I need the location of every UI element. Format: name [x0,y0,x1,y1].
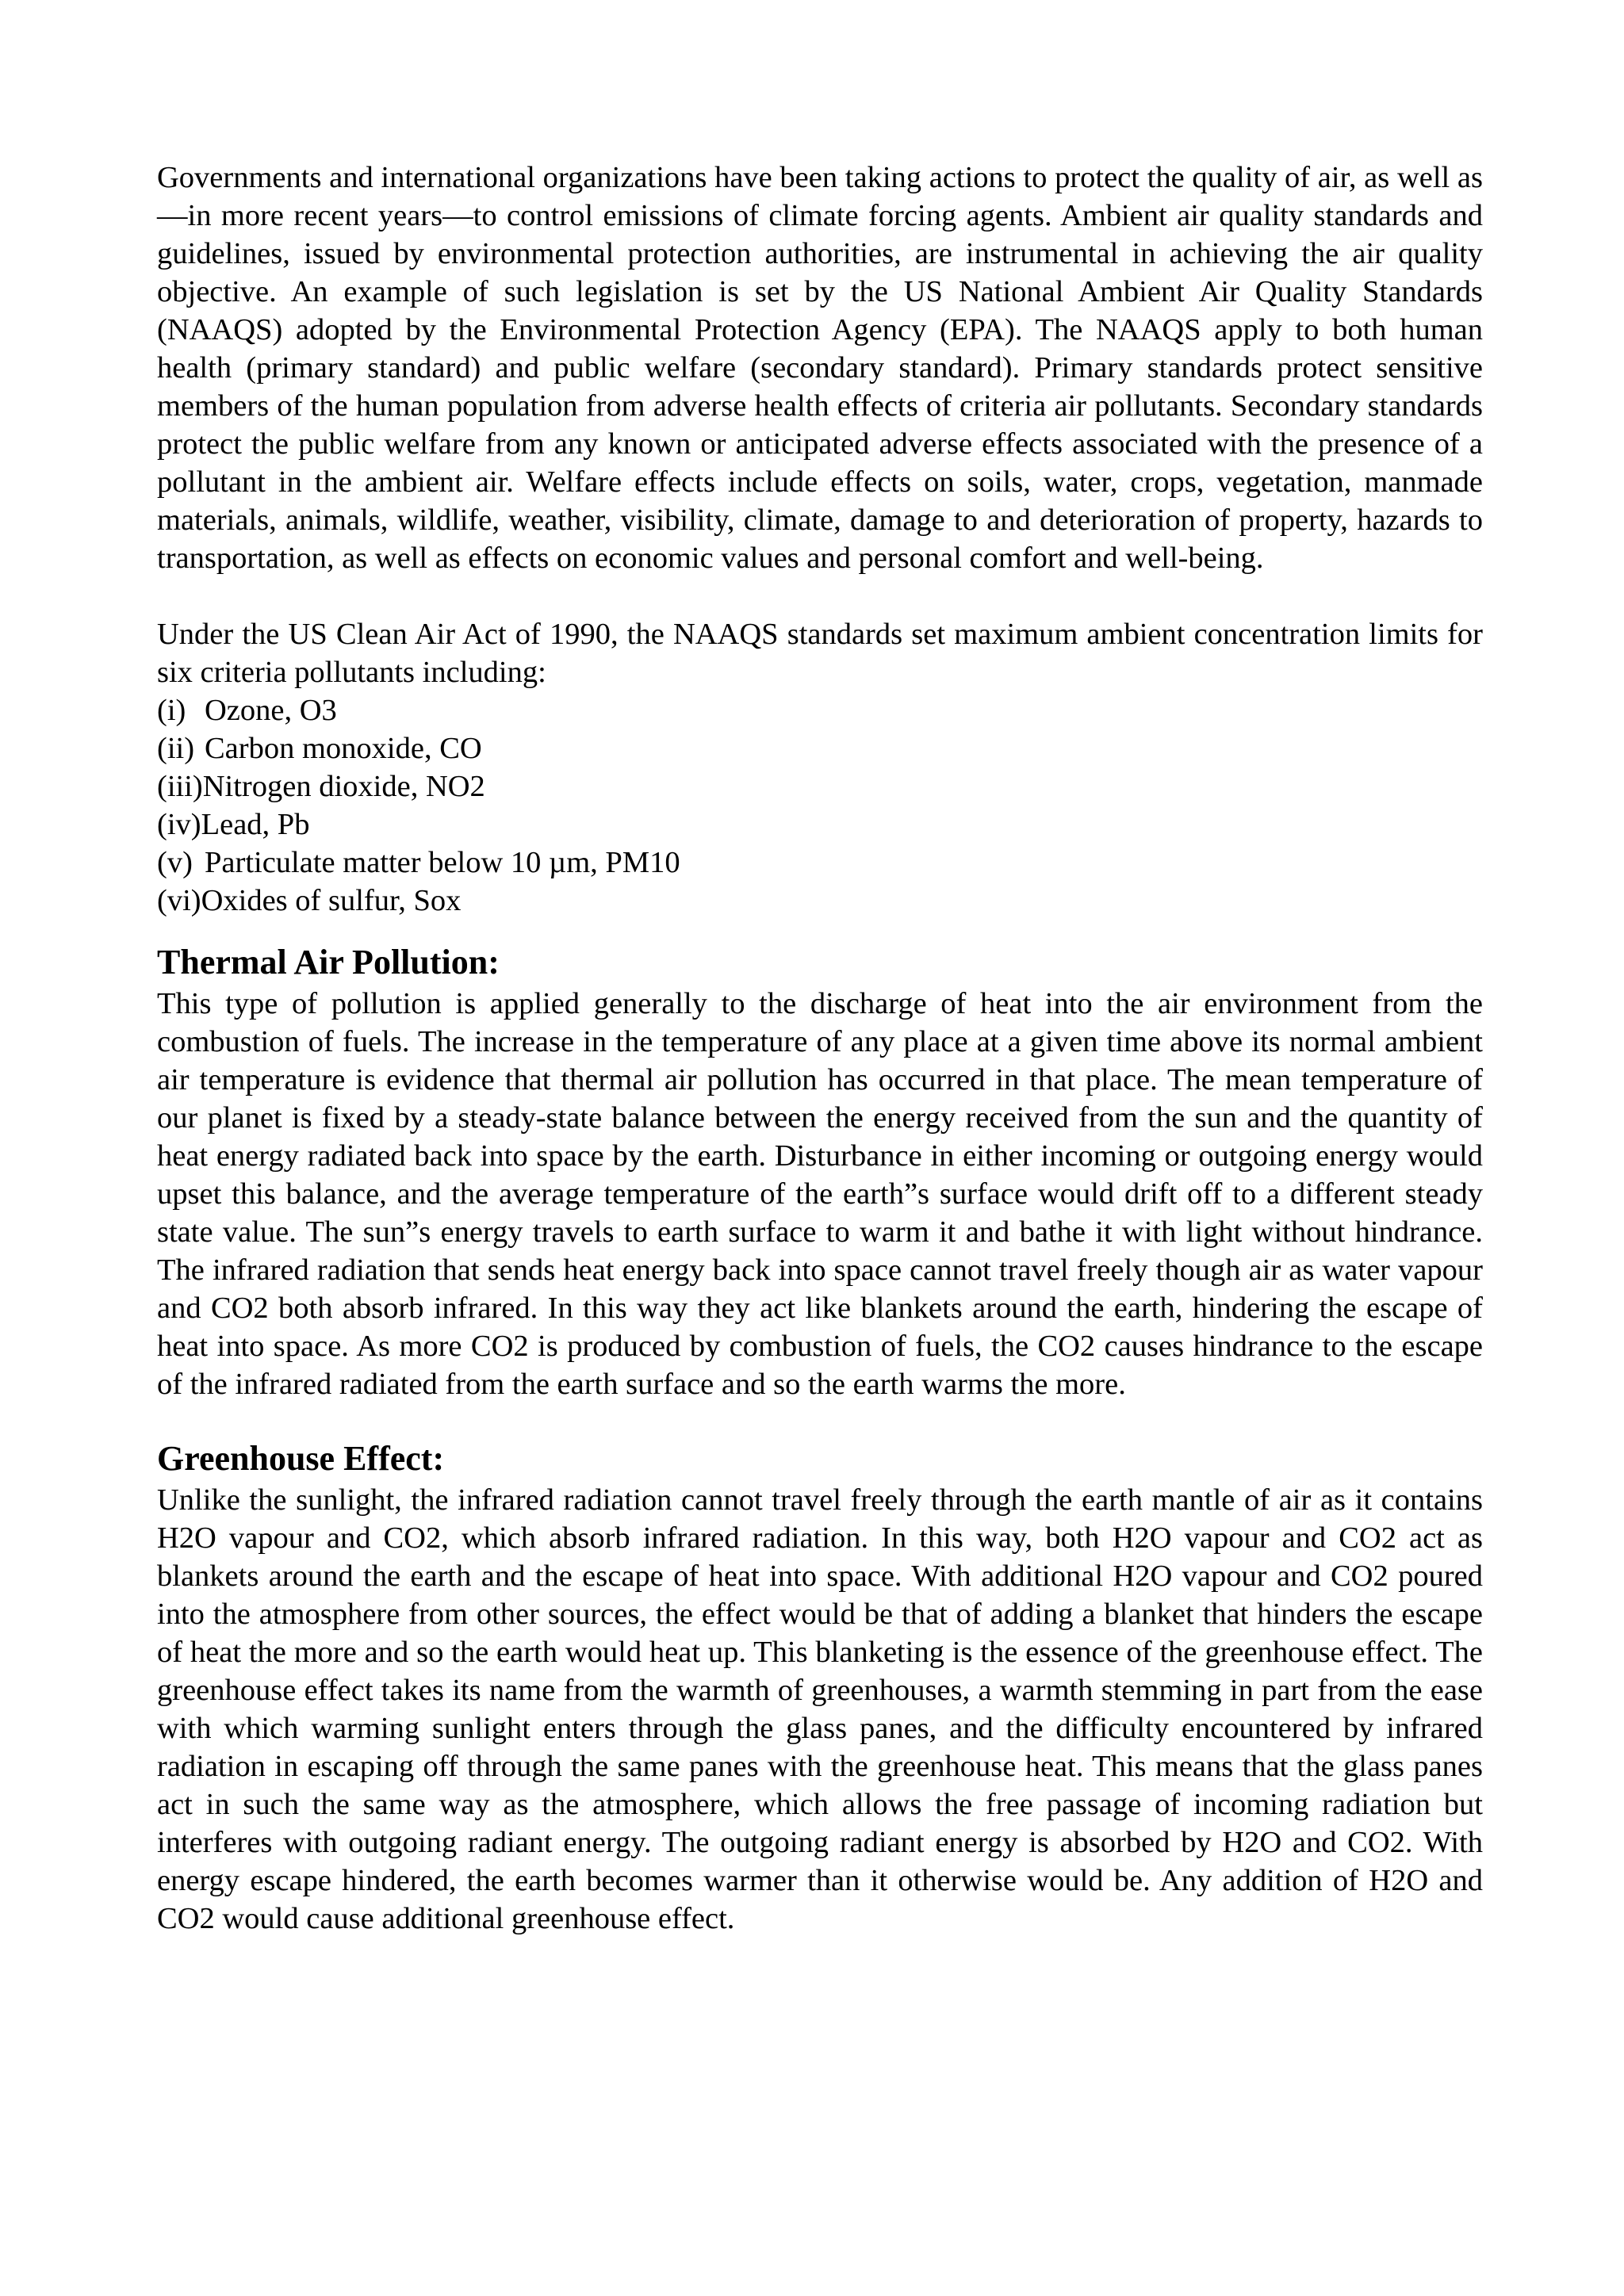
pollutant-list [157,691,1483,920]
list-item [157,729,1483,767]
list-item-text: Lead, Pb [201,808,310,841]
clean-air-act-paragraph: Under the US Clean Air Act of 1990, the NAAQS standards set maximum ambient concentration limits for six criteria pollutants including: [157,618,1483,689]
thermal-pollution-heading: Thermal Air Pollution: [157,943,500,982]
list-item-text: Oxides of sulfur, Sox [201,884,462,917]
intro-paragraph: Governments and international organizations have been taking actions to protect the quality of air, as well as—in more recent years—to control emissions of climate forcing agents. Ambient air quality standards and guidelines, issued by environmental protection authorities, are instrumental in achieving the air quality objective. An example of such legislation is set by the US National Ambient Air Quality Standards (NAAQS) adopted by the Environmental Protection Agency (EPA). The NAAQS apply to both human health (primary standard) and public welfare (secondary standard). Primary standards protect sensitive members of the human population from adverse health effects of criteria air pollutants. Secondary standards protect the public welfare from any known or anticipated adverse effects associated with the presence of a pollutant in the ambient air. Welfare effects include effects on soils, water, crops, vegetation, manmade materials, animals, wildlife, weather, visibility, climate, damage to and deterioration of property, hazards to transportation, as well as effects on economic values and personal comfort and well-being. [157,161,1483,575]
list-marker: (ii) [157,732,195,765]
list-item-text: Carbon monoxide, CO [205,732,482,765]
list-item [157,844,1483,882]
list-marker: (iv) [157,808,201,841]
greenhouse-effect-heading: Greenhouse Effect: [157,1439,445,1478]
greenhouse-effect-paragraph: Unlike the sunlight, the infrared radiation cannot travel freely through the earth mantle of air as it contains H2O vapour and CO2, which absorb infrared radiation. In this way, both H2O vapour and CO2 act as blankets around the earth and the escape of heat into space. With additional H2O vapour and CO2 poured into the atmosphere from other sources, the effect would be that of adding a blanket that hinders the escape of heat the more and so the earth would heat up. This blanketing is the essence of the greenhouse effect. The greenhouse effect takes its name from the warmth of greenhouses, a warmth stemming in part from the ease with which warming sunlight enters through the glass panes, and the difficulty encountered by infrared radiation in escaping off through the same panes with the greenhouse heat. This means that the glass panes act in such the same way as the atmosphere, which allows the free passage of incoming radiation but interferes with outgoing radiant energy. The outgoing radiant energy is absorbed by H2O and CO2. With energy escape hindered, the earth becomes warmer than it otherwise would be. Any addition of H2O and CO2 would cause additional greenhouse effect. [157,1483,1483,1935]
list-marker: (i) [157,694,186,727]
list-item-text: Ozone, O3 [205,694,337,727]
list-item [157,767,1483,806]
paragraph-spacer [157,577,1483,615]
list-item [157,882,1483,920]
list-item [157,806,1483,844]
list-item [157,691,1483,729]
list-item-text: Nitrogen dioxide, NO2 [202,770,485,803]
document-page [157,159,1483,1938]
list-marker: (vi) [157,884,201,917]
list-item-text: Particulate matter below 10 µm, PM10 [205,846,680,879]
thermal-pollution-paragraph: This type of pollution is applied generally to the discharge of heat into the air environment from the combustion of fuels. The increase in the temperature of any place at a given time above its normal ambient air temperature is evidence that thermal air pollution has occurred in that place. The mean temperature of our planet is fixed by a steady-state balance between the energy received from the sun and the quantity of heat energy radiated back into space by the earth. Disturbance in either incoming or outgoing energy would upset this balance, and the average temperature of the earth”s surface would drift off to a different steady state value. The sun”s energy travels to earth surface to warm it and bathe it with light without hindrance. The infrared radiation that sends heat energy back into space cannot travel freely though air as water vapour and CO2 both absorb infrared. In this way they act like blankets around the earth, hindering the escape of heat into space. As more CO2 is produced by combustion of fuels, the CO2 causes hindrance to the escape of the infrared radiated from the earth surface and so the earth warms the more. [157,987,1483,1401]
list-marker: (iii) [157,770,203,803]
list-marker: (v) [157,846,193,879]
